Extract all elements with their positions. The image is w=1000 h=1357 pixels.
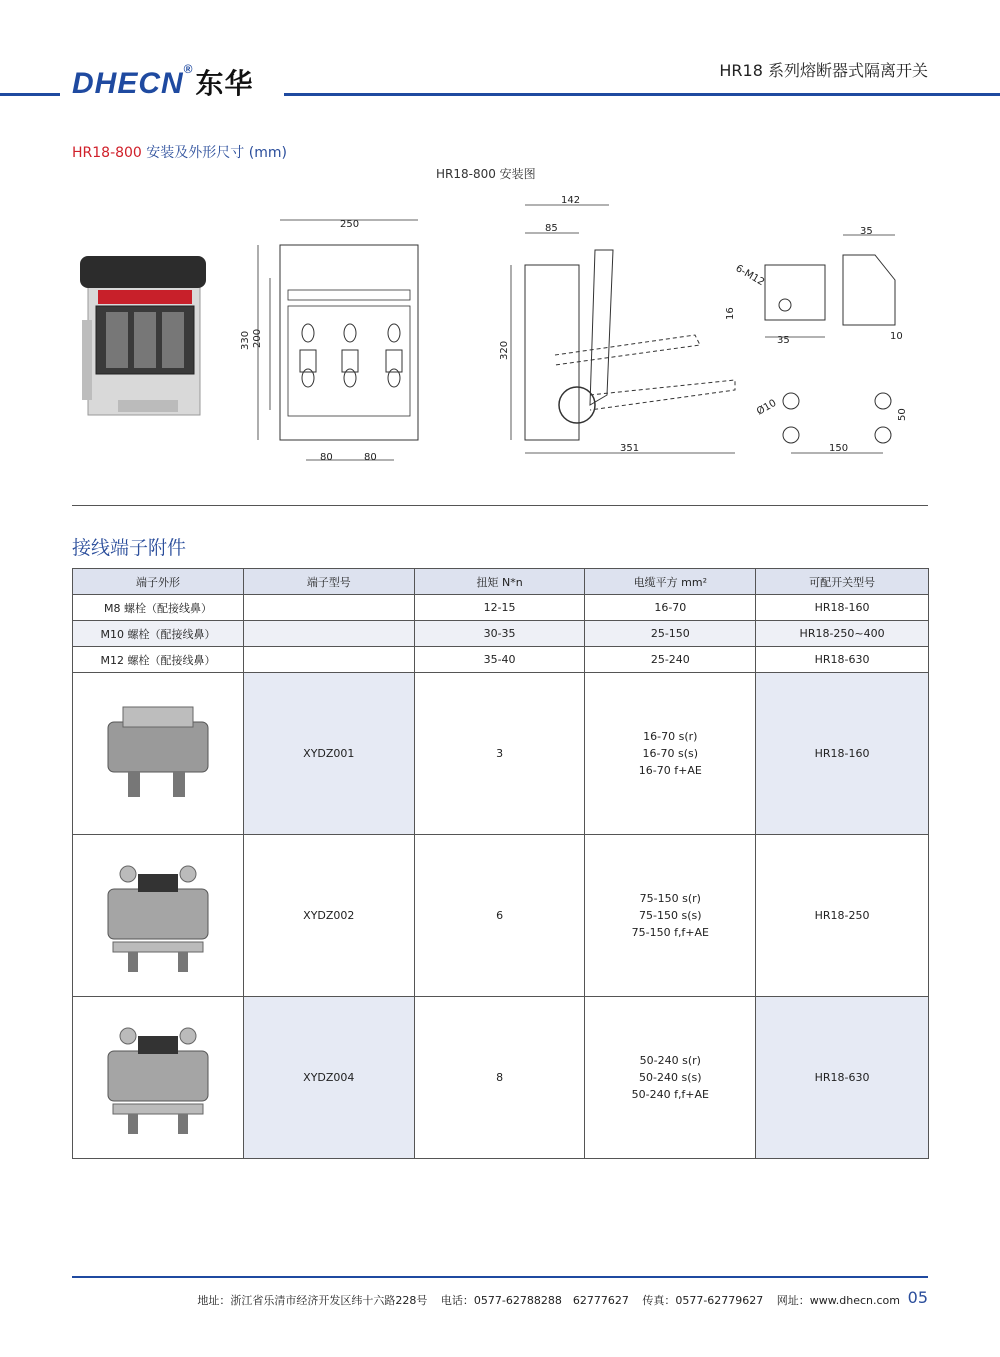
page-number: 05	[907, 1288, 928, 1307]
dim-side-depth: 142	[561, 195, 581, 206]
dim-terminal-width2: 35	[860, 226, 873, 237]
dim-terminal-height: 16	[725, 307, 736, 320]
terminal-image-cell	[73, 673, 244, 835]
side-view-drawing	[495, 195, 745, 465]
footer-fax: 传真：0577-62779627	[642, 1294, 764, 1307]
section-title-terminals: 接线端子附件	[72, 537, 187, 559]
header-rule-left	[0, 93, 60, 96]
page-title: HR18 系列熔断器式隔离开关	[719, 61, 928, 80]
terminal-accessories-table	[72, 568, 929, 1159]
footer-contact	[187, 1292, 900, 1308]
col-header-torque: 扭矩 N*n	[414, 569, 585, 595]
terminal-image-cell	[73, 997, 244, 1159]
header-rule-right	[284, 93, 1000, 96]
col-header-model: 端子型号	[243, 569, 414, 595]
footer-address: 地址：浙江省乐清市经济开发区纬十六路228号	[197, 1294, 428, 1307]
dim-hole-diameter: Ø10	[755, 397, 779, 418]
section-divider	[72, 505, 928, 506]
table-row: XYDZ004 8 50-240 s(r) 50-240 s(s) 50-240 f,f+AE HR18-630	[73, 997, 929, 1159]
dim-front-inner-height: 200	[252, 328, 263, 348]
dim-terminal-bolt: 6-M12	[733, 263, 767, 289]
dim-side-length: 351	[620, 443, 640, 454]
terminal-xydz001-image	[93, 697, 223, 807]
col-header-cable: 电缆平方 mm²	[585, 569, 756, 595]
table-row: M10 螺栓（配接线鼻） 30-35 25-150 HR18-250~400	[73, 621, 929, 647]
table-row: XYDZ002 6 75-150 s(r) 75-150 s(s) 75-150 f,f+AE HR18-250	[73, 835, 929, 997]
footer-website: 网址：www.dhecn.com	[776, 1294, 900, 1307]
dim-terminal-thickness: 10	[890, 331, 903, 342]
product-photo	[78, 250, 218, 420]
footer-rule	[72, 1276, 928, 1278]
dim-pitch-2: 80	[364, 452, 377, 463]
dim-terminal-width: 35	[777, 335, 790, 346]
terminal-xydz002-image	[93, 854, 223, 974]
section-model: HR18-800	[72, 145, 142, 161]
diagram-caption: HR18-800 安装图	[436, 167, 536, 181]
front-view-drawing	[240, 210, 470, 470]
dim-hole-height: 50	[897, 408, 908, 421]
table-row: XYDZ001 3 16-70 s(r) 16-70 s(s) 16-70 f+AE HR18-160	[73, 673, 929, 835]
mount-hole-drawing	[755, 385, 925, 465]
footer-phone: 电话：0577-62788288 62777627	[440, 1294, 629, 1307]
section-title-dimensions: HR18-800 安装及外形尺寸 (mm)	[72, 145, 287, 161]
dim-front-height: 330	[240, 330, 251, 350]
table-row: M8 螺栓（配接线鼻） 12-15 16-70 HR18-160	[73, 595, 929, 621]
terminal-xydz004-image	[93, 1016, 223, 1136]
dim-side-height: 320	[499, 340, 510, 360]
dim-front-width: 250	[340, 219, 360, 230]
table-row: M12 螺栓（配接线鼻） 35-40 25-240 HR18-630	[73, 647, 929, 673]
dim-side-depth2: 85	[545, 223, 558, 234]
brand-logo: DHECN®东华	[72, 62, 254, 100]
table-header-row	[73, 569, 929, 595]
terminal-image-cell	[73, 835, 244, 997]
col-header-shape: 端子外形	[73, 569, 244, 595]
dim-pitch-1: 80	[320, 452, 333, 463]
col-header-switch: 可配开关型号	[756, 569, 929, 595]
terminal-detail-drawing	[725, 225, 925, 355]
dim-hole-width: 150	[829, 443, 849, 454]
